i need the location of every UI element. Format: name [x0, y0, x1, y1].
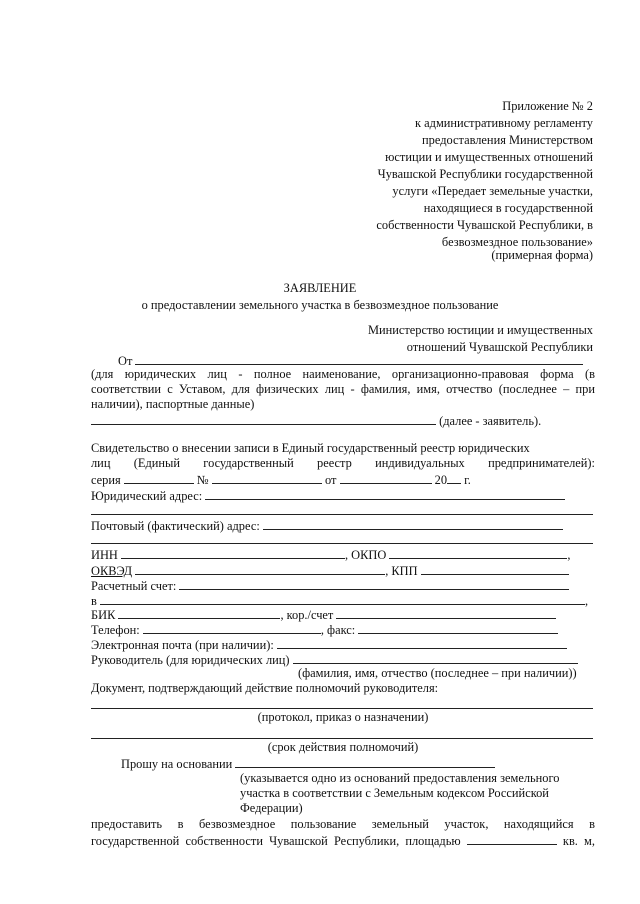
- year-suffix: г.: [464, 473, 471, 487]
- email-field[interactable]: [277, 636, 567, 649]
- request-hint-line-1: (указывается одно из оснований предоставления земельного: [240, 771, 560, 785]
- document-title: [0, 280, 640, 314]
- request-body-text: государственной собственности Чувашской Республики, площадью: [91, 834, 461, 848]
- term-note: (срок действия полномочий): [267, 740, 419, 754]
- postal-address-row: [91, 517, 563, 534]
- corr-account-label: , кор./счет: [280, 608, 334, 622]
- account-field[interactable]: [179, 577, 569, 590]
- bik-label: БИК: [91, 608, 116, 622]
- account-label: Расчетный счет:: [91, 579, 177, 593]
- title-subtitle: о предоставлении земельного участка в безвозмездное пользование: [141, 298, 499, 312]
- fax-field[interactable]: [358, 621, 558, 634]
- applicant-note-line-2: соответствии с Уставом, для физических лиц - фамилия, имя, отчество (последнее – при: [91, 382, 595, 396]
- head-note: (фамилия, имя, отчество (последнее – при наличии)): [298, 666, 577, 680]
- legal-address-field-2[interactable]: [91, 514, 593, 515]
- head-field[interactable]: [293, 651, 578, 664]
- appendix-header: [376, 98, 593, 251]
- corr-account-field[interactable]: [336, 606, 556, 619]
- applicant-suffix: (далее - заявитель).: [439, 414, 542, 428]
- authority-doc-field[interactable]: [91, 708, 593, 709]
- year-prefix: 20: [434, 473, 448, 487]
- series-field[interactable]: [124, 471, 194, 484]
- applicant-note-line-1: (для юридических лиц - полное наименование, организационно-правовая форма (в: [91, 367, 595, 381]
- request-basis-field[interactable]: [235, 755, 495, 768]
- date-from-label: от: [324, 473, 337, 487]
- header-line-8: собственности Чувашской Республики, в: [376, 218, 593, 232]
- area-unit: кв. м,: [562, 834, 595, 848]
- bank-field[interactable]: [100, 592, 585, 605]
- certificate-series-row: [91, 471, 471, 488]
- okved-field[interactable]: [135, 562, 385, 575]
- number-field[interactable]: [212, 471, 322, 484]
- phone-label: Телефон:: [91, 623, 140, 637]
- bank-row: в ,: [91, 594, 589, 608]
- kpp-label: , КПП: [385, 564, 418, 578]
- request-hint-line-3: Федерации): [240, 801, 303, 815]
- header-line-4: юстиции и имущественных отношений: [385, 150, 593, 164]
- applicant-note-line-3: наличии), паспортные данные): [91, 397, 255, 411]
- okpo-field[interactable]: [389, 546, 567, 559]
- header-line-3: предоставления Министерством: [422, 133, 593, 147]
- postal-address-field-2[interactable]: [91, 543, 593, 544]
- okved-label: ОКВЭД: [91, 564, 133, 578]
- postal-address-label: Почтовый (фактический) адрес:: [91, 519, 260, 533]
- inn-label: ИНН: [91, 548, 118, 562]
- okpo-label: , ОКПО: [344, 548, 387, 562]
- legal-address-field[interactable]: [205, 487, 565, 500]
- request-label: Прошу на основании: [121, 757, 233, 771]
- fax-label: , факс:: [320, 623, 356, 637]
- number-label: №: [196, 473, 209, 487]
- kpp-field[interactable]: [421, 562, 569, 575]
- series-label: серия: [91, 473, 121, 487]
- legal-address-row: [91, 487, 565, 504]
- header-line-6: услуги «Передает земельные участки,: [392, 184, 593, 198]
- addressee-line-1: Министерство юстиции и имущественных: [367, 323, 593, 337]
- addressee-line-2: отношений Чувашской Республики: [406, 340, 593, 354]
- applicant-row: [91, 412, 541, 429]
- phone-field[interactable]: [143, 621, 321, 634]
- title-main: ЗАЯВЛЕНИЕ: [283, 281, 357, 295]
- header-line-1: Приложение № 2: [502, 99, 593, 113]
- request-hint-line-2: участка в соответствии с Земельным кодексом Российской: [240, 786, 549, 800]
- bank-label: в: [91, 594, 97, 608]
- legal-address-label: Юридический адрес:: [91, 489, 203, 503]
- request-body-line-2: [91, 832, 595, 849]
- addressee-block: [368, 322, 593, 356]
- header-line-5: Чувашской Республики государственной: [377, 167, 593, 181]
- date-field[interactable]: [340, 471, 432, 484]
- request-body-line-1: предоставить в безвозмездное пользование земельный участок, находящийся в: [91, 817, 595, 831]
- authority-doc-label: Документ, подтверждающий действие полномочий руководителя:: [91, 681, 439, 695]
- protocol-note: (протокол, приказ о назначении): [257, 710, 429, 724]
- header-line-2: к административному регламенту: [415, 116, 593, 130]
- email-label: Электронная почта (при наличии):: [91, 638, 274, 652]
- header-line-7: находящиеся в государственной: [423, 201, 593, 215]
- postal-address-field[interactable]: [263, 517, 563, 530]
- inn-okpo-row: ИНН , ОКПО ,: [91, 548, 571, 562]
- year-field[interactable]: [447, 471, 461, 484]
- certificate-line-1: Свидетельство о внесении записи в Единый государственный реестр юридических: [91, 441, 530, 455]
- request-row: [121, 755, 495, 772]
- head-label: Руководитель (для юридических лиц): [91, 653, 290, 667]
- area-field[interactable]: [467, 832, 557, 845]
- from-label: От: [118, 354, 133, 368]
- form-note: (примерная форма): [491, 248, 593, 262]
- certificate-line-2: лиц (Единый государственный реестр индивидуальных предпринимателей):: [91, 456, 595, 470]
- term-field[interactable]: [91, 738, 593, 739]
- header-line-9: безвозмездное пользование»: [441, 235, 593, 249]
- from-field[interactable]: [135, 352, 583, 365]
- bik-field[interactable]: [118, 606, 280, 619]
- inn-field[interactable]: [121, 546, 345, 559]
- applicant-field[interactable]: [91, 412, 436, 425]
